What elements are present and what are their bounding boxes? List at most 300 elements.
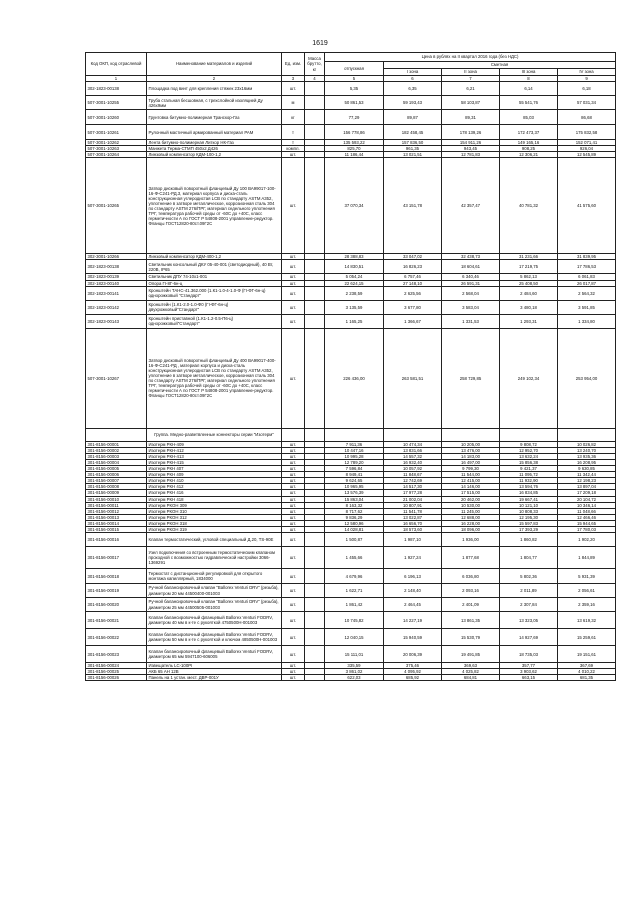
price-zone-3: 663,15 xyxy=(500,675,558,681)
item-unit: шт. xyxy=(282,158,305,254)
price-zone-4: 13 935,36 xyxy=(558,453,616,459)
price-zone-4: 15 944,65 xyxy=(558,520,616,526)
table-row xyxy=(86,478,616,484)
price-release: 5 054,24 xyxy=(325,274,384,280)
price-zone-3: 31 231,66 xyxy=(500,254,558,260)
item-unit: шт. xyxy=(282,533,305,547)
item-unit: шт. xyxy=(282,663,305,669)
index-3: 3 xyxy=(282,76,305,82)
price-zone-2: 58 103,87 xyxy=(442,96,500,110)
header-code: Код ОКП, код отраслевой xyxy=(86,53,147,76)
price-zone-1: 89,87 xyxy=(384,110,442,125)
header-zone-4: IV зона xyxy=(558,69,616,76)
item-code xyxy=(86,428,147,441)
price-zone-4: 926,04 xyxy=(558,146,616,152)
price-zone-2: 13 476,00 xyxy=(442,447,500,453)
item-name: Светильник консольный ДКУ 05-40-001 (светодиодный), 40 Вт, 220В, IP65 xyxy=(147,260,282,274)
price-zone-4: 152 071,41 xyxy=(558,140,616,146)
header-estimate: Сметная xyxy=(384,62,616,69)
table-row xyxy=(86,110,616,125)
price-zone-1: 1 366,67 xyxy=(384,314,442,328)
item-unit: шт. xyxy=(282,274,305,280)
item-code: 301-8156-00013 xyxy=(86,514,147,520)
price-release: 14 028,81 xyxy=(325,526,384,532)
table-row xyxy=(86,569,616,584)
item-unit: шт. xyxy=(282,447,305,453)
item-name: Ручной балансировочный клапан "Ballorex Venturi DRV" (резьба), диаметром 25 мм 44500505-001003 xyxy=(147,598,282,612)
price-zone-3: 12 952,70 xyxy=(500,447,558,453)
price-zone-4: 26 017,87 xyxy=(558,280,616,286)
price-zone-2: 42 357,47 xyxy=(442,158,500,254)
item-unit: шт. xyxy=(282,260,305,274)
table-row xyxy=(86,125,616,140)
price-zone-1: 18 573,60 xyxy=(384,526,442,532)
price-zone-3: 12 195,30 xyxy=(500,514,558,520)
table-row xyxy=(86,598,616,612)
price-zone-1: 6 196,13 xyxy=(384,569,442,584)
price-zone-1: 14 517,30 xyxy=(384,484,442,490)
table-row xyxy=(86,629,616,646)
item-name: Кронштейн приставной (1.К1-1.2-0.5-П6-ц) однорожковый"Стандарт" xyxy=(147,314,282,328)
table-row xyxy=(86,441,616,447)
price-zone-2: 11 544,00 xyxy=(442,472,500,478)
price-release: 10 745,82 xyxy=(325,612,384,629)
price-zone-3: 6,14 xyxy=(500,82,558,96)
price-zone-4: 13 619,32 xyxy=(558,612,616,629)
item-unit: шт. xyxy=(282,526,305,532)
price-zone-3: 18 735,03 xyxy=(500,646,558,663)
price-zone-2: 10 530,00 xyxy=(442,502,500,508)
price-zone-1: 10 474,34 xyxy=(384,441,442,447)
price-zone-4: 1 844,89 xyxy=(558,547,616,569)
price-zone-4: 1 902,20 xyxy=(558,533,616,547)
item-name: Затвор дисковый поворотный фланцевый Ду 400 ВА99017-400-16-Ф-С241-РД , материал корпуса и диска-сталь конструкционная углеродистая LCB по стандарту ASTM A352, уплотнение в затворе металлическое, коррозионная сталь 304 по стандарту ASTM 276/ПРГ, материал седельного уплотнения ТРГ, температура рабочей среды от -60С до +40С, класс герметичности А по ГОСТ Р 54808-2001 управление-редуктор. Фланцы ГОСТ12820-80ст.09Г2С xyxy=(147,328,282,428)
table-row xyxy=(86,254,616,260)
item-name: Изотерм РКОН 309 xyxy=(147,502,282,508)
item-code: 301-8156-00002 xyxy=(86,447,147,453)
price-zone-1: 21 002,04 xyxy=(384,496,442,502)
price-zone-3: 1 804,77 xyxy=(500,547,558,569)
table-row xyxy=(86,484,616,490)
price-zone-3: 19 667,41 xyxy=(500,496,558,502)
price-zone-4: 12 466,46 xyxy=(558,514,616,520)
item-unit: шт. xyxy=(282,669,305,675)
item-unit: шт. xyxy=(282,484,305,490)
item-code: 507-3001-10264 xyxy=(86,152,147,158)
item-name: Грунтовка битумно-полимерная Транскор-Газ xyxy=(147,110,282,125)
price-zone-1: 43 151,78 xyxy=(384,158,442,254)
item-unit: т xyxy=(282,125,305,140)
price-zone-4: 12 198,23 xyxy=(558,478,616,484)
price-zone-2: 258 729,85 xyxy=(442,328,500,428)
price-zone-4: 175 832,58 xyxy=(558,125,616,140)
table-row xyxy=(86,514,616,520)
price-zone-2: 12 781,83 xyxy=(442,152,500,158)
price-release: 13 576,39 xyxy=(325,490,384,496)
item-unit: шт. xyxy=(282,280,305,286)
table-row xyxy=(86,646,616,663)
item-unit: шт. xyxy=(282,453,305,459)
item-name: АКБ 65 АН 12В xyxy=(147,669,282,675)
item-name: Изотерм РКН-412 xyxy=(147,447,282,453)
item-code: 302-1823-00139 xyxy=(86,274,147,280)
price-release: 1 622,71 xyxy=(325,584,384,598)
price-zone-3: 908,25 xyxy=(500,146,558,152)
item-name: Клапан балансировочный фланцевый Ballorex Venturi FODRV, диаметром 65 мм 5947100-606005 xyxy=(147,646,282,663)
price-zone-1: 685,92 xyxy=(384,675,442,681)
price-zone-2: 1 877,68 xyxy=(442,547,500,569)
price-release: 135 593,22 xyxy=(325,140,384,146)
item-unit: м xyxy=(282,96,305,110)
item-code: 301-8156-00017 xyxy=(86,547,147,569)
item-mass xyxy=(305,612,325,629)
item-name: Клапан термостатический, угловой специальный Д.20, TS-90E xyxy=(147,533,282,547)
price-zone-4: 2 564,32 xyxy=(558,286,616,300)
item-name: Линзовый компенсатор КДМ-100-1,2 xyxy=(147,152,282,158)
item-code: 301-8156-00021 xyxy=(86,612,147,629)
price-zone-1: 17 977,28 xyxy=(384,490,442,496)
item-mass xyxy=(305,125,325,140)
price-zone-2: 2 401,09 xyxy=(442,598,500,612)
price-zone-4: 13 240,70 xyxy=(558,447,616,453)
table-row xyxy=(86,82,616,96)
item-mass xyxy=(305,260,325,274)
price-zone-4: 367,69 xyxy=(558,663,616,669)
price-zone-3: 2 484,60 xyxy=(500,286,558,300)
price-zone-2: 19 491,85 xyxy=(442,646,500,663)
price-release: 1 861,42 xyxy=(325,598,384,612)
price-zone-3: 9 808,72 xyxy=(500,441,558,447)
price-zone-3: 40 781,32 xyxy=(500,158,558,254)
item-mass xyxy=(305,300,325,314)
price-zone-2: 2 568,04 xyxy=(442,286,500,300)
price-zone-2: 178 139,26 xyxy=(442,125,500,140)
price-zone-4: 10 346,14 xyxy=(558,502,616,508)
price-zone-1: 2 625,56 xyxy=(384,286,442,300)
price-zone-1 xyxy=(384,428,442,441)
item-unit: шт. xyxy=(282,286,305,300)
item-code: 301-8156-00009 xyxy=(86,490,147,496)
header-zone-2: II зона xyxy=(442,69,500,76)
price-zone-4: 15 259,61 xyxy=(558,629,616,646)
table-row xyxy=(86,453,616,459)
price-table xyxy=(85,52,616,681)
price-release: 8 717,62 xyxy=(325,508,384,514)
item-code: 301-8156-00015 xyxy=(86,526,147,532)
price-zone-3: 17 393,29 xyxy=(500,526,558,532)
item-name: Изотерм РКН 416 xyxy=(147,490,282,496)
price-release: 7 911,36 xyxy=(325,441,384,447)
price-zone-4: 9 630,85 xyxy=(558,466,616,472)
table-row xyxy=(86,152,616,158)
item-code: 507-3001-10262 xyxy=(86,140,147,146)
price-release: 8 949,41 xyxy=(325,472,384,478)
price-zone-4: 11 048,66 xyxy=(558,508,616,514)
item-code: 507-3001-10263 xyxy=(86,146,147,152)
item-unit: шт. xyxy=(282,82,305,96)
price-zone-1: 14 557,32 xyxy=(384,453,442,459)
price-zone-2: 16 228,00 xyxy=(442,520,500,526)
price-zone-4: 4 010,22 xyxy=(558,669,616,675)
item-unit xyxy=(282,428,305,441)
item-unit: т xyxy=(282,140,305,146)
index-4: 4 xyxy=(305,76,325,82)
price-zone-4: 41 575,60 xyxy=(558,158,616,254)
header-zone-3: III зона xyxy=(500,69,558,76)
item-name: Опора ГI-8Г-6н-ц xyxy=(147,280,282,286)
price-zone-1: 11 541,78 xyxy=(384,508,442,514)
item-code: 301-8156-00018 xyxy=(86,569,147,584)
item-unit: шт. xyxy=(282,300,305,314)
price-zone-1: 182 458,45 xyxy=(384,125,442,140)
price-zone-3: 14 927,69 xyxy=(500,629,558,646)
price-release: 77,29 xyxy=(325,110,384,125)
price-zone-3: 13 323,05 xyxy=(500,612,558,629)
price-zone-1: 1 987,10 xyxy=(384,533,442,547)
price-zone-2: 26 591,31 xyxy=(442,280,500,286)
price-zone-1: 59 193,43 xyxy=(384,96,442,110)
price-zone-3: 15 856,38 xyxy=(500,459,558,465)
table-row xyxy=(86,459,616,465)
table-row xyxy=(86,669,616,675)
page-number: 1619 xyxy=(312,40,328,47)
item-code: 301-8156-00004 xyxy=(86,459,147,465)
price-zone-1: 2 148,40 xyxy=(384,584,442,598)
price-zone-3: 17 219,75 xyxy=(500,260,558,274)
price-zone-1: 20 006,39 xyxy=(384,646,442,663)
item-unit: шт. xyxy=(282,675,305,681)
price-zone-1: 4 095,92 xyxy=(384,669,442,675)
price-zone-1: 13 021,51 xyxy=(384,152,442,158)
price-zone-3: 1 293,31 xyxy=(500,314,558,328)
table-row xyxy=(86,472,616,478)
price-zone-3: 2 011,89 xyxy=(500,584,558,598)
item-code: 301-8156-00005 xyxy=(86,466,147,472)
price-zone-1: 12 742,69 xyxy=(384,478,442,484)
header-mass: Масса брутто, кг xyxy=(305,53,325,76)
price-release xyxy=(325,428,384,441)
table-row xyxy=(86,508,616,514)
price-zone-4: 57 031,34 xyxy=(558,96,616,110)
item-mass xyxy=(305,96,325,110)
item-unit: шт. xyxy=(282,547,305,569)
item-mass xyxy=(305,629,325,646)
price-release: 1 165,25 xyxy=(325,314,384,328)
price-zone-4: 20 104,72 xyxy=(558,496,616,502)
price-zone-4: 1 334,80 xyxy=(558,314,616,328)
item-code: 507-3001-10255 xyxy=(86,96,147,110)
item-name: Группа. Медно-разветвленные коннекторы серии "Изотерм" xyxy=(147,428,282,441)
price-zone-4: 5 931,39 xyxy=(558,569,616,584)
item-code: 302-1823-00138 xyxy=(86,82,147,96)
table-row xyxy=(86,526,616,532)
header-release: отпускная xyxy=(325,62,384,76)
price-zone-2: 14 146,00 xyxy=(442,484,500,490)
item-code: 302-1823-00142 xyxy=(86,300,147,314)
item-mass xyxy=(305,286,325,300)
table-row xyxy=(86,286,616,300)
price-zone-3: 1 860,82 xyxy=(500,533,558,547)
item-name: Изотерм РКН 407 xyxy=(147,466,282,472)
price-zone-3: 11 932,90 xyxy=(500,478,558,484)
price-zone-2: 12 415,00 xyxy=(442,478,500,484)
item-code: 301-8156-00016 xyxy=(86,533,147,547)
table-row xyxy=(86,447,616,453)
item-name: Манжета Терма-СТМП 450х2 Д426 xyxy=(147,146,282,152)
price-zone-1: 13 022,87 xyxy=(384,514,442,520)
item-code: 507-3001-10267 xyxy=(86,328,147,428)
index-9: 9 xyxy=(558,76,616,82)
price-zone-2: 32 438,73 xyxy=(442,254,500,260)
price-release: 37 070,34 xyxy=(325,158,384,254)
price-release: 15 111,01 xyxy=(325,646,384,663)
price-zone-3: 13 594,76 xyxy=(500,484,558,490)
item-mass xyxy=(305,533,325,547)
price-zone-2: 14 183,00 xyxy=(442,453,500,459)
price-zone-3: 55 541,76 xyxy=(500,96,558,110)
table-row xyxy=(86,280,616,286)
price-zone-1: 2 464,45 xyxy=(384,598,442,612)
item-unit: шт. xyxy=(282,328,305,428)
price-zone-2: 4 025,82 xyxy=(442,669,500,675)
price-zone-4: 2 056,61 xyxy=(558,584,616,598)
table-row xyxy=(86,158,616,254)
price-release: 5,35 xyxy=(325,82,384,96)
price-release: 10 447,16 xyxy=(325,447,384,453)
price-zone-4: 11 342,44 xyxy=(558,472,616,478)
header-name: Наименование материалов и изделий xyxy=(147,53,282,76)
index-5: 5 xyxy=(325,76,384,82)
price-zone-3: 5 802,36 xyxy=(500,569,558,584)
price-release: 1 455,66 xyxy=(325,547,384,569)
item-code: 301-8156-00023 xyxy=(86,646,147,663)
group-header-row xyxy=(86,428,616,441)
price-release: 11 186,44 xyxy=(325,152,384,158)
table-row xyxy=(86,520,616,526)
item-code: 301-8156-00010 xyxy=(86,496,147,502)
price-zone-1: 27 148,10 xyxy=(384,280,442,286)
item-code: 301-8156-00003 xyxy=(86,453,147,459)
item-name: Линзовый компенсатор КДМ-400-1,2 xyxy=(147,254,282,260)
item-unit: шт. xyxy=(282,569,305,584)
item-name: Извещатель LC-100PI xyxy=(147,663,282,669)
item-mass xyxy=(305,584,325,598)
table-row xyxy=(86,612,616,629)
table-row xyxy=(86,502,616,508)
price-table-body xyxy=(86,82,616,681)
item-name: Клапан балансировочный фланцевый Ballorex Venturi FODRV, диаметром 50 мм в к-те с рукояткой и ключом 4850500Н-001003 xyxy=(147,629,282,646)
item-unit: шт. xyxy=(282,472,305,478)
price-zone-3: 172 473,37 xyxy=(500,125,558,140)
item-code: 301-8156-00024 xyxy=(86,663,147,669)
price-zone-1: 33 047,02 xyxy=(384,254,442,260)
price-release: 622,03 xyxy=(325,675,384,681)
price-release: 335,59 xyxy=(325,663,384,669)
item-code: 301-8156-00008 xyxy=(86,484,147,490)
price-zone-1: 1 927,24 xyxy=(384,547,442,569)
item-name: Изотерм РКН 410 xyxy=(147,478,282,484)
table-row xyxy=(86,584,616,598)
price-release: 28 388,83 xyxy=(325,254,384,260)
price-zone-3 xyxy=(500,428,558,441)
price-zone-4: 19 151,61 xyxy=(558,646,616,663)
item-unit: шт. xyxy=(282,254,305,260)
table-row xyxy=(86,328,616,428)
item-name: Термостат с дистанционной регулировкой для открытого монтажа капиллярный, 1834000 xyxy=(147,569,282,584)
item-name: Клапан балансировочный фланцевый Ballorex Venturi FODRV, диаметром 40 мм в к-те с рукояткой 4750500Н-001003 xyxy=(147,612,282,629)
item-name: Труба стальная бесшовная, с трехслойной изоляцией Ду 426х9мм xyxy=(147,96,282,110)
price-zone-2 xyxy=(442,428,500,441)
item-code: 507-3001-10265 xyxy=(86,158,147,254)
header-unit: Ед. изм. xyxy=(282,53,305,76)
index-6: 6 xyxy=(384,76,442,82)
price-release: 14 830,51 xyxy=(325,260,384,274)
price-zone-1: 15 940,59 xyxy=(384,629,442,646)
item-unit: кг xyxy=(282,110,305,125)
price-release: 3 861,02 xyxy=(325,669,384,675)
item-name: Изотерм РКН 412 xyxy=(147,484,282,490)
price-release: 825,70 xyxy=(325,146,384,152)
price-release: 8 163,32 xyxy=(325,502,384,508)
price-zone-3: 149 165,16 xyxy=(500,140,558,146)
item-unit: шт. xyxy=(282,441,305,447)
price-zone-2: 369,63 xyxy=(442,663,500,669)
header-price-group: Цена в рублях на II квартал 2016 года (без НДС) xyxy=(325,53,616,62)
price-zone-1: 16 932,40 xyxy=(384,459,442,465)
item-mass xyxy=(305,569,325,584)
price-zone-3: 16 834,85 xyxy=(500,490,558,496)
price-zone-2: 20 462,00 xyxy=(442,496,500,502)
price-zone-4: 17 786,53 xyxy=(558,260,616,274)
item-unit: шт. xyxy=(282,508,305,514)
price-zone-2: 6,21 xyxy=(442,82,500,96)
item-mass xyxy=(305,328,325,428)
item-name: Затвор дисковый поворотный фланцевый Ду 100 ВА99017-100-16-Ф-С241-РД.3, материал корпуса и диска-сталь конструкционная углеродистая LCB по стандарту ASTM A352, уплотнение в затворе металлическое, коррозионная сталь 304 по стандарту ASTM 276/ПРГ, материал седельного уплотнения ТРГ, температура рабочей среды от -60С до +40С, класс герметичности А по ГОСТ Р 54808-2001 управление-редуктор. Фланцы ГОСТ12820-80ст.09Г2С xyxy=(147,158,282,254)
price-zone-1: 13 831,66 xyxy=(384,447,442,453)
index-7: 7 xyxy=(442,76,500,82)
item-unit: шт. xyxy=(282,612,305,629)
item-unit: шт. xyxy=(282,152,305,158)
index-2: 2 xyxy=(147,76,282,82)
item-mass xyxy=(305,428,325,441)
table-row xyxy=(86,274,616,280)
price-zone-2: 16 497,00 xyxy=(442,459,500,465)
price-release: 10 995,28 xyxy=(325,453,384,459)
price-release: 226 436,00 xyxy=(325,328,384,428)
item-code: 301-8156-00026 xyxy=(86,675,147,681)
price-zone-4: 16 208,95 xyxy=(558,459,616,465)
item-code: 301-8156-00001 xyxy=(86,441,147,447)
price-zone-3: 10 808,33 xyxy=(500,508,558,514)
item-name: Узел подключения со встроенным термостатическим клапаном проходной с возможностью гидравлической настройки 3066-1369291 xyxy=(147,547,282,569)
item-code: 302-3001-10266 xyxy=(86,254,147,260)
item-mass xyxy=(305,646,325,663)
price-zone-1: 16 656,70 xyxy=(384,520,442,526)
price-zone-1: 157 836,50 xyxy=(384,140,442,146)
price-zone-2: 1 936,00 xyxy=(442,533,500,547)
item-name: Изотерм РКОН 312 xyxy=(147,514,282,520)
item-code: 302-1823-00140 xyxy=(86,280,147,286)
price-release: 15 863,04 xyxy=(325,496,384,502)
price-zone-3: 3 903,62 xyxy=(500,669,558,675)
price-release: 3 135,59 xyxy=(325,300,384,314)
item-code: 301-8156-00011 xyxy=(86,502,147,508)
price-release: 4 679,96 xyxy=(325,569,384,584)
price-release: 7 596,84 xyxy=(325,466,384,472)
price-zone-3: 12 306,21 xyxy=(500,152,558,158)
item-code: 301-8156-00007 xyxy=(86,478,147,484)
price-zone-4: 13 897,04 xyxy=(558,484,616,490)
